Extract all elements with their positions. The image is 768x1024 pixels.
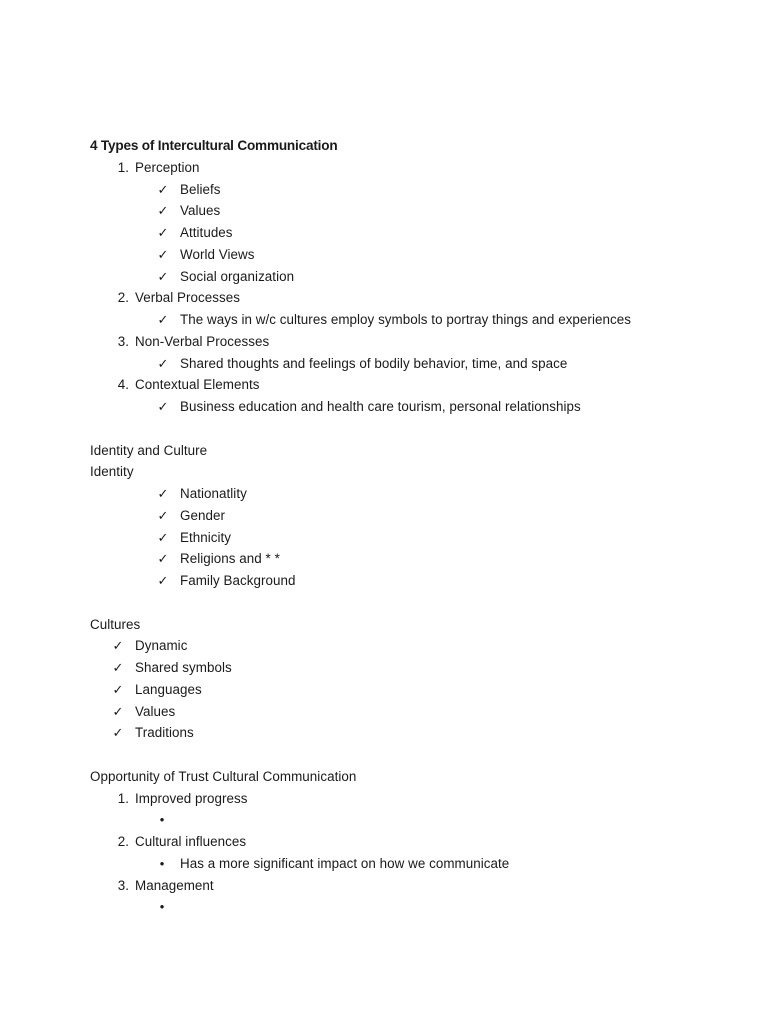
item-label: Contextual Elements [135, 377, 260, 393]
check-item [90, 396, 730, 418]
check-item [90, 657, 730, 679]
check-item [90, 548, 730, 570]
section-heading-intercultural-types: 4 Types of Intercultural Communication [90, 138, 338, 153]
numbered-item-non-verbal-processes [90, 331, 730, 353]
bullet-item [90, 809, 730, 831]
check-item [90, 722, 730, 744]
check-icon: ✓ [157, 225, 169, 240]
check-icon: ✓ [157, 203, 169, 219]
check-item [90, 353, 730, 375]
check-item-text: Social organization [180, 268, 295, 284]
check-icon: ✓ [112, 681, 124, 697]
item-label: Verbal Processes [135, 290, 241, 306]
check-item [90, 222, 730, 244]
check-item-text: World Views [180, 246, 255, 262]
check-icon: ✓ [157, 573, 169, 588]
check-item [90, 244, 730, 266]
bullet-icon: • [159, 855, 165, 871]
item-number: 1. [117, 790, 129, 806]
check-item [90, 266, 730, 288]
check-item-text: Nationatlity [180, 486, 247, 501]
check-item-text: Dynamic [135, 638, 188, 654]
numbered-item-contextual-elements [90, 374, 730, 396]
check-icon: ✓ [112, 638, 124, 654]
document-body [90, 135, 730, 918]
blank-line [90, 744, 730, 766]
check-item-text: The ways in w/c cultures employ symbols to portray things and experiences [180, 312, 631, 327]
section-heading-opportunity: Opportunity of Trust Cultural Communication [90, 768, 357, 784]
item-number: 3. [117, 333, 129, 349]
bullet-item-text: Has a more significant impact on how we communicate [180, 855, 510, 871]
bullet-icon: • [159, 812, 165, 828]
check-item-text: Ethnicity [180, 529, 232, 545]
check-item [90, 309, 730, 331]
check-item-text: Business education and health care tourism, personal relationships [180, 399, 581, 414]
check-item [90, 570, 730, 592]
check-icon: ✓ [157, 355, 169, 371]
item-number: 3. [117, 877, 129, 893]
check-icon: ✓ [112, 725, 124, 741]
check-icon: ✓ [157, 268, 169, 284]
numbered-item-verbal-processes [90, 287, 730, 309]
check-icon: ✓ [112, 660, 124, 675]
check-item-text: Beliefs [180, 181, 221, 197]
check-icon: ✓ [157, 486, 169, 501]
check-icon: ✓ [112, 703, 124, 719]
check-item-text: Family Background [180, 573, 296, 588]
check-item [90, 527, 730, 549]
check-item [90, 483, 730, 505]
check-item-text: Values [180, 203, 221, 219]
item-number: 4. [117, 377, 129, 393]
numbered-item-cultural-influences [90, 831, 730, 853]
bullet-item [90, 853, 730, 875]
numbered-item-management [90, 875, 730, 897]
section-heading-cultures: Cultures [90, 616, 141, 632]
item-label: Non-Verbal Processes [135, 333, 270, 349]
subheading-identity: Identity [90, 464, 134, 480]
check-item [90, 635, 730, 657]
check-icon: ✓ [157, 246, 169, 262]
check-item-text: Gender [180, 507, 225, 523]
check-icon: ✓ [157, 551, 169, 567]
check-item-text: Attitudes [180, 225, 233, 240]
section-heading-identity-culture: Identity and Culture [90, 442, 208, 458]
item-number: 2. [117, 290, 129, 306]
check-item [90, 701, 730, 723]
check-item [90, 179, 730, 201]
check-item-text: Religions and * * [180, 551, 280, 567]
check-icon: ✓ [157, 529, 169, 545]
numbered-item-perception [90, 157, 730, 179]
numbered-item-improved-progress [90, 788, 730, 810]
check-item-text: Shared thoughts and feelings of bodily behavior, time, and space [180, 355, 568, 371]
check-item-text: Traditions [135, 725, 194, 741]
check-icon: ✓ [157, 399, 169, 414]
check-item-text: Languages [135, 681, 202, 697]
item-label: Cultural influences [135, 834, 247, 849]
check-item-text: Values [135, 703, 176, 719]
blank-line [90, 592, 730, 614]
check-item [90, 200, 730, 222]
bullet-item [90, 896, 730, 918]
check-icon: ✓ [157, 507, 169, 523]
item-number: 1. [117, 159, 129, 175]
check-item [90, 505, 730, 527]
check-item [90, 679, 730, 701]
item-number: 2. [117, 834, 129, 849]
blank-line [90, 418, 730, 440]
item-label: Management [135, 877, 214, 893]
check-icon: ✓ [157, 181, 169, 197]
check-icon: ✓ [157, 312, 169, 327]
item-label: Improved progress [135, 790, 248, 806]
item-label: Perception [135, 159, 200, 175]
bullet-icon: • [159, 899, 165, 915]
check-item-text: Shared symbols [135, 660, 232, 675]
